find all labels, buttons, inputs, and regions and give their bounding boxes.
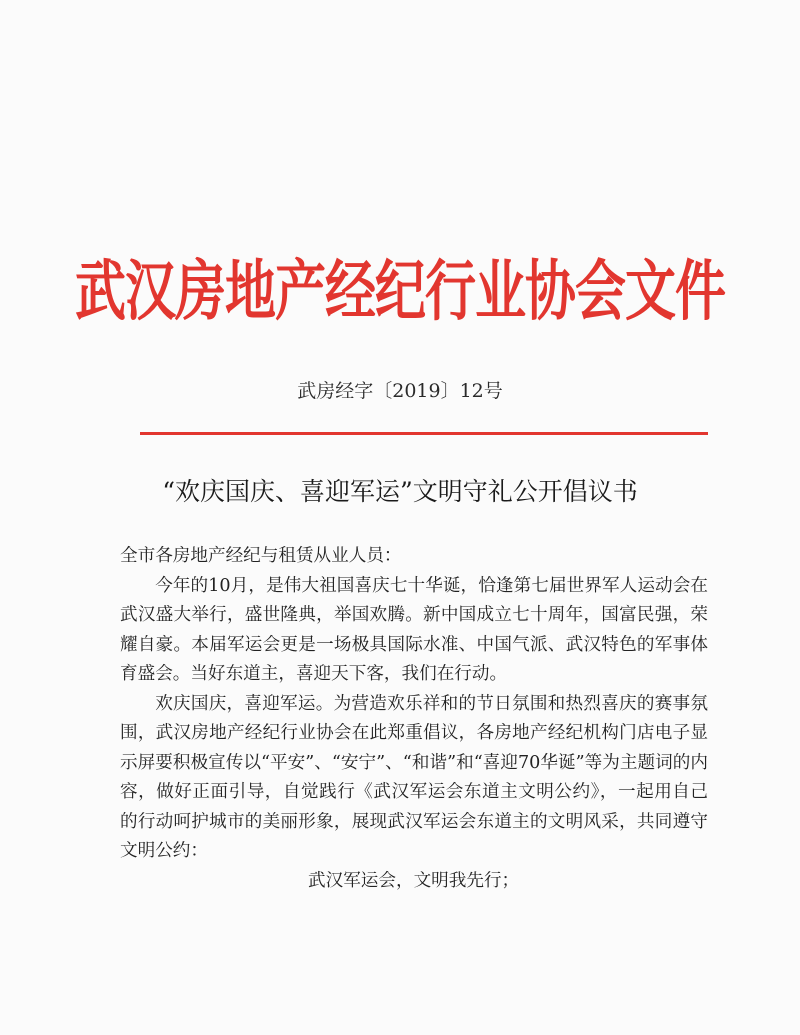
header-divider-rule — [140, 432, 708, 435]
slogan-line: 武汉军运会，文明我先行； — [308, 870, 520, 891]
document-body — [120, 542, 708, 896]
paragraph-2: 欢庆国庆，喜迎军运。为营造欢乐祥和的节日氛围和热烈喜庆的赛事氛围，武汉房地产经纪行业协会在此郑重倡议，各房地产经纪机构门店电子显示屏要积极宣传以“平安”、“安宁”、“和谐”和“喜迎70华诞”等为主题词的内容，做好正面引导，自觉践行《武汉军运会东道主文明公约》，一起用自己的行动呵护城市的美丽形象，展现武汉军运会东道主的文明风采，共同遵守文明公约： — [120, 693, 708, 861]
document-number: 武房经字〔2019〕12号 — [297, 380, 503, 402]
organization-document-header: 武汉房地产经纪行业协会文件 — [74, 254, 725, 331]
paragraph-1: 今年的10月，是伟大祖国喜庆七十华诞，恰逢第七届世界军人运动会在武汉盛大举行，盛世隆典，举国欢腾。新中国成立七十周年，国富民强，荣耀自豪。本届军运会更是一场极具国际水准、中国气派、武汉特色的军事体育盛会。当好东道主，喜迎天下客，我们在行动。 — [120, 575, 708, 684]
document-title: “欢庆国庆、喜迎军运”文明守礼公开倡议书 — [162, 477, 638, 506]
salutation: 全市各房地产经纪与租赁从业人员： — [120, 546, 402, 566]
